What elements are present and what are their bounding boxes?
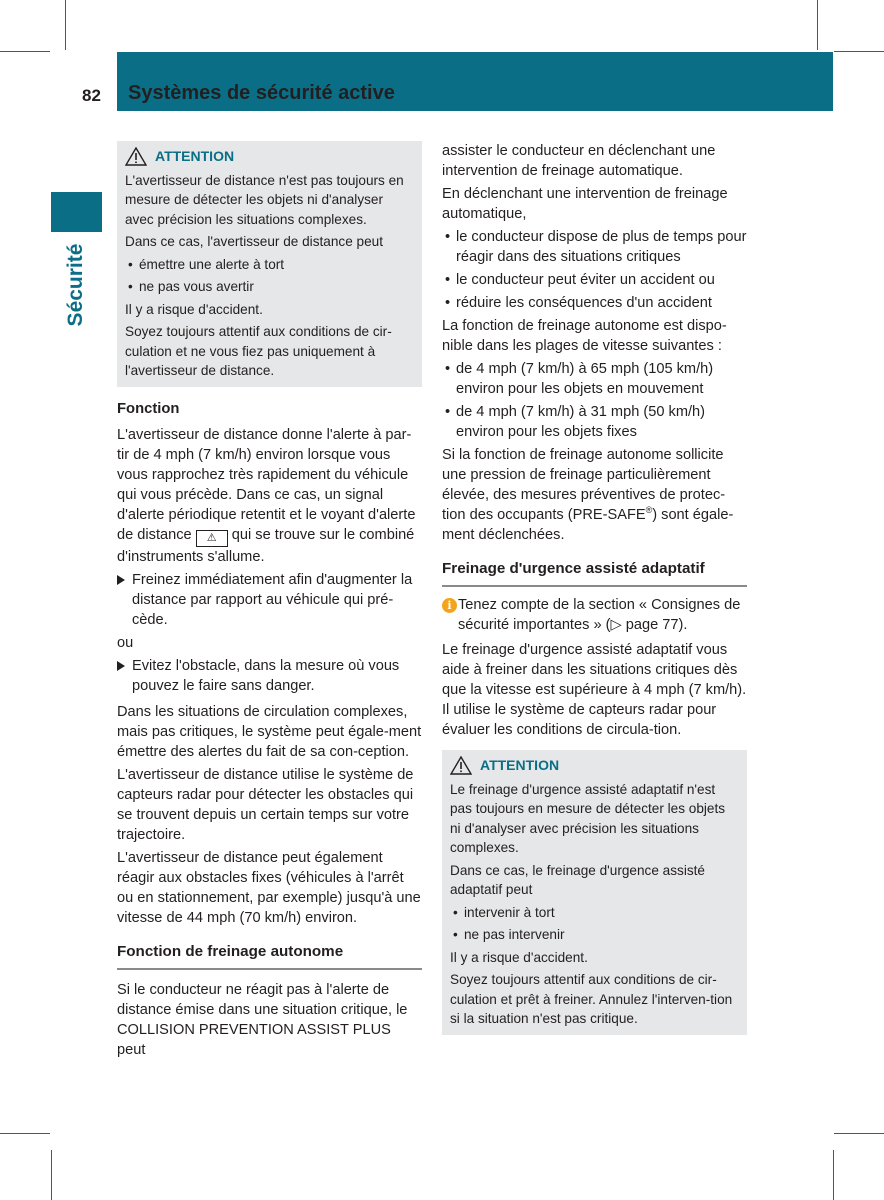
distance-warning-lamp-icon: ⚠ bbox=[196, 530, 228, 547]
list-item: • de 4 mph (7 km/h) à 65 mph (105 km/h) environ pour les objets en mouvement bbox=[442, 359, 747, 399]
left-column bbox=[117, 141, 422, 1063]
warning-text: Dans ce cas, le freinage d'urgence assisté adaptatif peut bbox=[450, 862, 705, 897]
warning-text: Dans ce cas, l'avertisseur de distance peut bbox=[125, 234, 383, 249]
body-paragraph: En déclenchant une intervention de freinage automatique, bbox=[442, 186, 728, 222]
warning-text: Le freinage d'urgence assisté adaptatif n'est pas toujours en mesure de détecter les objets ni d'analyser avec précision les situations complexes. bbox=[450, 781, 726, 855]
list-item: • le conducteur dispose de plus de temps pour réagir dans des situations critiques bbox=[442, 227, 747, 267]
warning-title: ATTENTION bbox=[155, 148, 235, 164]
crop-mark bbox=[0, 1133, 50, 1134]
crop-mark bbox=[65, 0, 66, 50]
body-paragraph: Si le conducteur ne réagit pas à l'alerte de distance émise dans une situation critique, le COLLISION PREVENTION ASSIST PLUS peut bbox=[117, 981, 408, 1058]
side-tab-marker bbox=[51, 192, 102, 232]
arrow-right-icon bbox=[117, 575, 125, 585]
warning-box bbox=[442, 750, 747, 1035]
instruction-step bbox=[117, 570, 422, 630]
info-text: Tenez compte de la section « Consignes de sécurité importantes » (▷ page 77). bbox=[458, 597, 741, 633]
warning-header bbox=[450, 756, 739, 776]
body-paragraph: L'avertisseur de distance utilise le système de capteurs radar pour détecter les obstacles qui se trouvent depuis un certain temps sur votre trajectoire. bbox=[117, 766, 414, 843]
body-paragraph: La fonction de freinage autonome est dispo-nible dans les plages de vitesse suivantes : bbox=[442, 318, 727, 354]
chapter-title: Systèmes de sécurité active bbox=[128, 82, 395, 104]
warning-text: Soyez toujours attentif aux conditions de cir-culation et prêt à freiner. Annulez l'interven-tion si la situation n'est pas critique. bbox=[450, 972, 733, 1026]
body-paragraph bbox=[117, 425, 422, 567]
crop-mark bbox=[834, 51, 884, 52]
warning-header bbox=[125, 147, 414, 167]
crop-mark bbox=[0, 51, 50, 52]
registered-mark: ® bbox=[645, 505, 653, 516]
fonction-heading: Fonction bbox=[117, 400, 180, 417]
crop-mark bbox=[834, 1133, 884, 1134]
section-heading: Fonction de freinage autonome bbox=[117, 942, 422, 970]
instruction-step bbox=[117, 656, 422, 696]
crop-mark bbox=[51, 1150, 52, 1200]
list-item: • de 4 mph (7 km/h) à 31 mph (50 km/h) environ pour les objets fixes bbox=[442, 402, 747, 442]
warning-text: L'avertisseur de distance n'est pas toujours en mesure de détecter les objets ni d'analyser avec précision les situations complexes. bbox=[125, 172, 404, 227]
body-text: qui se trouve sur le combiné d'instruments s'allume. bbox=[117, 526, 415, 565]
warning-triangle-icon bbox=[450, 756, 472, 775]
or-text: ou bbox=[117, 634, 134, 651]
body-text: L'avertisseur de distance donne l'alerte à par-tir de 4 mph (7 km/h) environ lorsque vous vous rapprochez très rapidement du véhicule qui vous précède. Dans ce cas, un signal d'alerte périodique retentit et le voyant d'alerte de distance bbox=[117, 426, 416, 543]
section-heading: Freinage d'urgence assisté adaptatif bbox=[442, 559, 747, 587]
page-number: 82 bbox=[82, 86, 101, 105]
body-paragraph: Le freinage d'urgence assisté adaptatif vous aide à freiner dans les situations critiques dès que la vitesse est supérieure à 4 mph (7 km/h). Il utilise le système de capteurs radar pour évaluer les conditions de circula-tion. bbox=[442, 642, 747, 738]
info-note bbox=[442, 595, 747, 635]
right-column bbox=[442, 141, 747, 1035]
warning-box bbox=[117, 141, 422, 387]
step-text: Freinez immédiatement afin d'augmenter la distance par rapport au véhicule qui pré-cède. bbox=[132, 571, 413, 628]
step-text: Evitez l'obstacle, dans la mesure où vous pouvez le faire sans danger. bbox=[132, 657, 400, 694]
body-paragraph bbox=[442, 445, 747, 545]
warning-text: Il y a risque d'accident. bbox=[450, 949, 588, 965]
crop-mark bbox=[833, 1150, 834, 1200]
warning-bullet: • intervenir à tort bbox=[450, 903, 739, 923]
warning-text: Soyez toujours attentif aux conditions de cir-culation et ne vous fiez pas uniquement à l'avertisseur de distance. bbox=[125, 324, 392, 378]
warning-bullet: • ne pas intervenir bbox=[450, 925, 739, 945]
body-paragraph: Dans les situations de circulation complexes, mais pas critiques, le système peut égale-ment émettre des alertes du fait de sa con-ception. bbox=[117, 703, 422, 760]
warning-bullet: • émettre une alerte à tort bbox=[125, 255, 414, 275]
warning-triangle-icon bbox=[125, 147, 147, 166]
info-icon: i bbox=[442, 598, 457, 613]
body-text: Si la fonction de freinage autonome sollicite une pression de freinage particulièrement élevée, des mesures préventives de protec-tion des occupants (PRE-SAFE bbox=[442, 447, 726, 523]
warning-bullet: • ne pas vous avertir bbox=[125, 277, 414, 297]
body-text: ) sont égale-ment déclenchées. bbox=[442, 507, 734, 543]
body-paragraph: assister le conducteur en déclenchant une intervention de freinage automatique. bbox=[442, 143, 716, 179]
warning-title: ATTENTION bbox=[480, 757, 560, 773]
list-item: • le conducteur peut éviter un accident ou bbox=[442, 270, 747, 290]
side-tab-label: Sécurité bbox=[64, 243, 87, 327]
body-paragraph: L'avertisseur de distance peut également réagir aux obstacles fixes (véhicules à l'arrêt ou en stationnement, par exemple) jusqu'à une vitesse de 44 mph (70 km/h) environ. bbox=[117, 849, 421, 926]
list-item: • réduire les conséquences d'un accident bbox=[442, 293, 747, 313]
warning-text: Il y a risque d'accident. bbox=[125, 301, 263, 317]
crop-mark bbox=[817, 0, 818, 50]
arrow-right-icon bbox=[117, 661, 125, 671]
